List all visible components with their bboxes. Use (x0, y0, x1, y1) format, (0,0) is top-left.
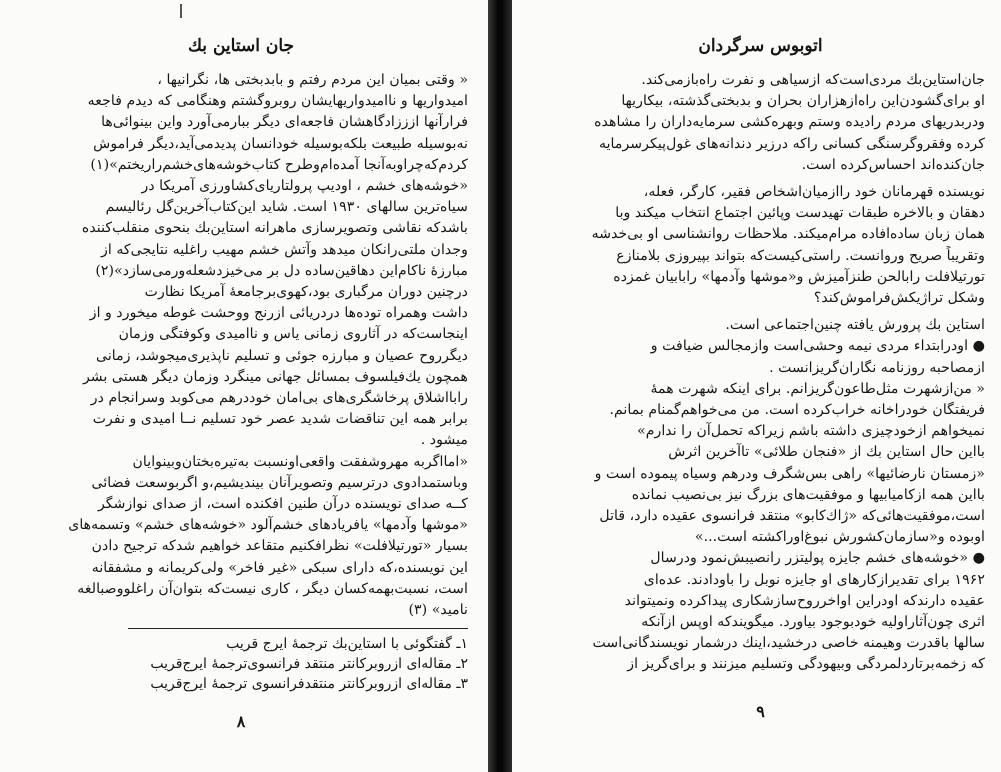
text-line: « وقتی بمیان این مردم رفتم و بابدبختی ها، نگرانیها ، (157, 72, 468, 88)
text-line: فریفتگان خودراخانه خراب‌کرده است. من می‌خواهم‌گمنام بمانم. (609, 402, 985, 419)
text-line: درچنین دوران مرگباری بود،کهوی‌برجامعهٔ آمریکا نظارت (144, 284, 468, 301)
text-line: وجدان ملتی‌رانکان میدهد وآتش خشم مهیب راغلیه نتایجی‌که از (101, 241, 468, 258)
text-line: وتقریباً صریح وروانست. راستی‌کیست‌که بتواند بپیروزی بلامنازع (616, 247, 985, 264)
text-line: تورتیلافلت رابالحن طنزآمیزش و«موشها وآدمها» رابابیان غمزده (613, 268, 985, 285)
text-line: « من‌ازشهرت مثل‌طاعون‌گریزانم. برای اینکه شهرت همهٔ (650, 380, 985, 397)
text-line: امیدواریها و ناامیدواریهایشان روبروگشتم وهنگامی که دیدم فاجعه (87, 93, 468, 110)
text-line: وشکل تراژیکش‌فراموش‌کند؟ (813, 290, 985, 307)
text-line: وباستمدادوی درترسیم وتصویرآنان بیندیشیم،و اگربوسعت فضائی (91, 474, 468, 491)
running-head-right: اتوبوس سرگردان (698, 36, 823, 56)
text-line: «موشها وآدمها» یافریادهای خشم‌آلود «خوشه‌های خشم» وتسمه‌های (68, 517, 468, 534)
text-line: مبارزهٔ ناکام‌این دهاقین‌ساده دل بر می‌خیزدشعله‌ورمی‌سازد»(۲) (95, 262, 468, 279)
text-line: اوبوده‌ و«سازمان‌کشورش نبوغ‌اوراکشته است...» (694, 529, 985, 546)
footnote-line: ۳ـ مقاله‌ای ازروبرکانتر منتقدفرانسوی ترجمهٔ ایرج‌قریب (150, 676, 468, 693)
text-line: نویسنده قهرمانان خود راازمیان‌اشخاص فقیر، کارگر، فعله، (643, 184, 985, 201)
text-line: برابر همه این تناقضات شدید عصر خود تسلیم نــا امیدی و نفرت (92, 411, 468, 428)
text-line: اثری چون‌آثاراولیه خودبوجود بیاورد. میگویندکه اوپس ازآنکه (641, 614, 985, 631)
text-line: «امااگربه مهروشفقت واقعی‌اونسبت به‌تیره‌بختان‌وبینوایان (132, 453, 468, 470)
left-body-text (14, 70, 468, 621)
page-number-right: ۹ (756, 701, 765, 721)
text-line: سالها باقدرت وهیمنه خاصی درخشید،اینك درشمار نویسندگانی‌است (592, 635, 985, 652)
text-line: است، نسبت‌بهمه‌کسان دیگر ، کاری نیست‌که بتوان‌آن راغلووصبالغه (77, 580, 468, 597)
margin-mark (180, 4, 182, 18)
text-line: رابااشلاق پرخاشگری‌های بی‌امان خوددرهم می‌کوبد وسرانجام در (90, 390, 468, 407)
text-line: او برای‌گشودن‌این راه‌ازهزاران بحران و بدبختی‌گذشته، بیکاریها (621, 93, 985, 110)
left-page (0, 0, 488, 772)
text-line: باشدکه نقاشی وتصویرسازی ماهرانه استاین‌بك بنحوی منقلب‌کننده (81, 220, 468, 237)
text-line: فرارآنها ازززادگاهشان فاجعه‌ای دیگر ببارمی‌آورد واین بینوائی‌ها (101, 114, 468, 131)
text-line: «زمستان نارضائیها» راهی بس‌شگرف ودرهم وسیاه پیموده است و (594, 465, 985, 482)
text-line: نامید» (۳) (408, 602, 468, 619)
footnotes (14, 634, 468, 694)
text-line: ● اودرابتداء مردی نیمه وحشی‌است وازمجالس ضیافت و (650, 338, 985, 355)
text-line: دهقان و بالاخره طبقات تهیدست وپائین اجتماع انتخاب میکند وبا (615, 205, 985, 222)
text-line: ● «خوشه‌های خشم جایزه پولیتزر رانصیبش‌نمود ودرسال (650, 550, 985, 567)
text-line: داشت وهمراه توده‌ها دردریائی ازرنج ووحشت غوطه میخورد و از (89, 305, 468, 322)
page-number-left: ۸ (236, 712, 246, 732)
text-line: نه‌بوسیله طبیعت بلکه‌بوسیله خودانسان پدیدمی‌آید،دیگر فراموش (93, 135, 468, 152)
footnote-divider (128, 628, 468, 629)
text-line: «خوشه‌های خشم ، اودیپ پرولتاریای‌کشاورزی آمریکا در (141, 178, 468, 195)
text-line: کرده وفقروگرسنگی کسانی راکه درزیر دندانه‌های غول‌پیکرسرمایه (598, 135, 985, 152)
text-line: استاین بك پرورش یافته چنین‌اجتماعی است. (725, 317, 985, 334)
text-line: دیگرروح عصیان و مبارزه جوئی و تسلیم ناپذیری‌میجوشد، زمانی (96, 347, 468, 364)
running-head-left: جان استاین بك (187, 36, 295, 56)
text-line: جان‌استاین‌بك مردی‌است‌که ازسیاهی و نفرت راه‌بازمی‌کند. (641, 72, 985, 88)
text-line: ودربدریهای مردم رادیده وستم وبهره‌کشی سرمایه‌داران را مشاهده (594, 114, 985, 131)
text-line: جان‌کنده‌اند احساس‌کرده است. (801, 156, 985, 173)
text-line: همچون یك‌فیلسوف بمسائل جهانی مینگرد وزمان دیگر هستی بشر (82, 368, 468, 385)
right-page (512, 0, 1001, 772)
text-line: بسیار «تورتیلافلت» نظرافکنیم متقاعد خواهیم شدکه ترجیح دادن (91, 538, 468, 555)
text-line: بااین همه ازکامیابیها و موفقیت‌های بزرگ نیز بی‌نصیب نمانده (631, 486, 985, 503)
text-line: نمیخواهم ازخودچیزی داشته باشم زیراکه تحمل‌آن را ندارم» (637, 423, 985, 440)
text-line: اینجاست‌که در آثاروی زمانی یاس و ناامیدی وکوفتگی وزمان (118, 326, 468, 343)
text-line: ازمصاحبه روزنامه نگاران‌گریزانست . (769, 359, 985, 376)
right-body-text (536, 70, 985, 676)
text-line: این نویسنده،که دارای سبکی «غیر فاخر» ولی‌کریمانه و مشفقانه (91, 559, 468, 576)
text-line: میشود . (420, 432, 468, 449)
text-line: که زخمه‌برتاردلمردگی وبیهودگی وتسلیم میزنند و برای‌گریز از (627, 656, 985, 673)
footnote-line: ۲ـ مقاله‌ای ازروبر‌کانتر منتقد فرانسوی‌ترجمهٔ ایرج‌قریب (150, 656, 468, 673)
text-line: کــه صدای نویسنده درآن طنین افکنده است، از صدای نوازشگر (97, 496, 468, 513)
footnote-line: ۱ـ گفتگوئی با استاین‌بك ترجمهٔ ایرج قریب (226, 636, 468, 653)
text-line: سیاه‌ترین سالهای ۱۹۳۰ است. شاید این‌کتاب‌آخرین‌گل رئالیسم (105, 199, 468, 216)
text-line: با‌این حال استاین بك از «فنجان طلائی» تاآخرین اثرش (668, 444, 985, 461)
text-line: همان زبان ساده‌افاده مرام‌میکند. ملاحظات روانشناسی او بی‌خدشه (591, 226, 985, 243)
text-line: کردم‌که‌چرا‌وبه‌آنجا آمده‌ام‌وطرح کتاب‌خوشه‌های‌خشم‌راریختم»(۱) (90, 156, 468, 173)
text-line: عقیده دارندکه اودراین اواخرروح‌سازشکاری پیداکرده ونمیتواند (624, 592, 985, 609)
text-line: است،موفقیت‌هائی‌که «ژاك‌کابو» منتقد فرانسوی عقیده دارد، قاتل (599, 508, 985, 525)
book-spine (488, 0, 512, 772)
text-line: ۱۹۶۲ برای تقدیرازکارهای او جایزه نوبل را باودادند. عده‌ای (643, 571, 985, 588)
